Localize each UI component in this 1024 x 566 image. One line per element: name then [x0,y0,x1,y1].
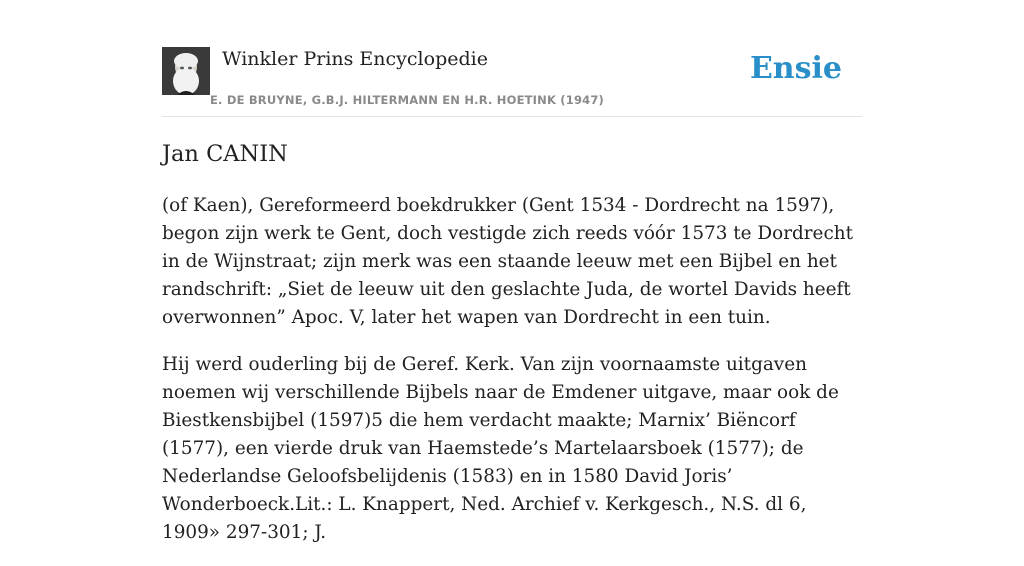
author-avatar[interactable] [162,47,210,95]
ensie-logo-link[interactable]: Ensie [749,51,842,86]
article-paragraph: Hij werd ouderling bij de Geref. Kerk. Van zijn voornaamste uitgaven noemen wij verschillende Bijbels naar de Emdener uitgave, maar ook de Biestkensbijbel (1597)5 die hem verdacht maakte; Marnix’ Biëncorf (1577), een vierde druk van Haemstede’s Martelaarsboek (1577); de Nederlandse Geloofsbelijdenis (1583) en in 1580 David Joris’ Wonderboeck.Lit.: L. Knappert, Ned. Archief v. Kerkgesch., N.S. dl 6, 1909» 297-301; J. [162,354,839,543]
article-body [162,192,866,566]
site-title[interactable]: Winkler Prins Encyclopedie [222,48,488,70]
article-paragraph: (of Kaen), Gereformeerd boekdrukker (Gent 1534 - Dordrecht na 1597), begon zijn werk te Gent, doch vestigde zich reeds vóór 1573 te Dordrecht in de Wijnstraat; zijn merk was een staande leeuw met een Bijbel en het randschrift: „Siet de leeuw uit den geslachte Juda, de wortel Davids heeft overwonnen” Apoc. V, later het wapen van Dordrecht in een tuin. [162,195,853,328]
authors-byline: E. DE BRUYNE, G.B.J. HILTERMANN EN H.R. HOETINK (1947) [210,93,605,107]
article-title: Jan CANIN [162,141,288,167]
bearded-man-portrait-icon [162,47,210,95]
page-header [162,46,862,117]
